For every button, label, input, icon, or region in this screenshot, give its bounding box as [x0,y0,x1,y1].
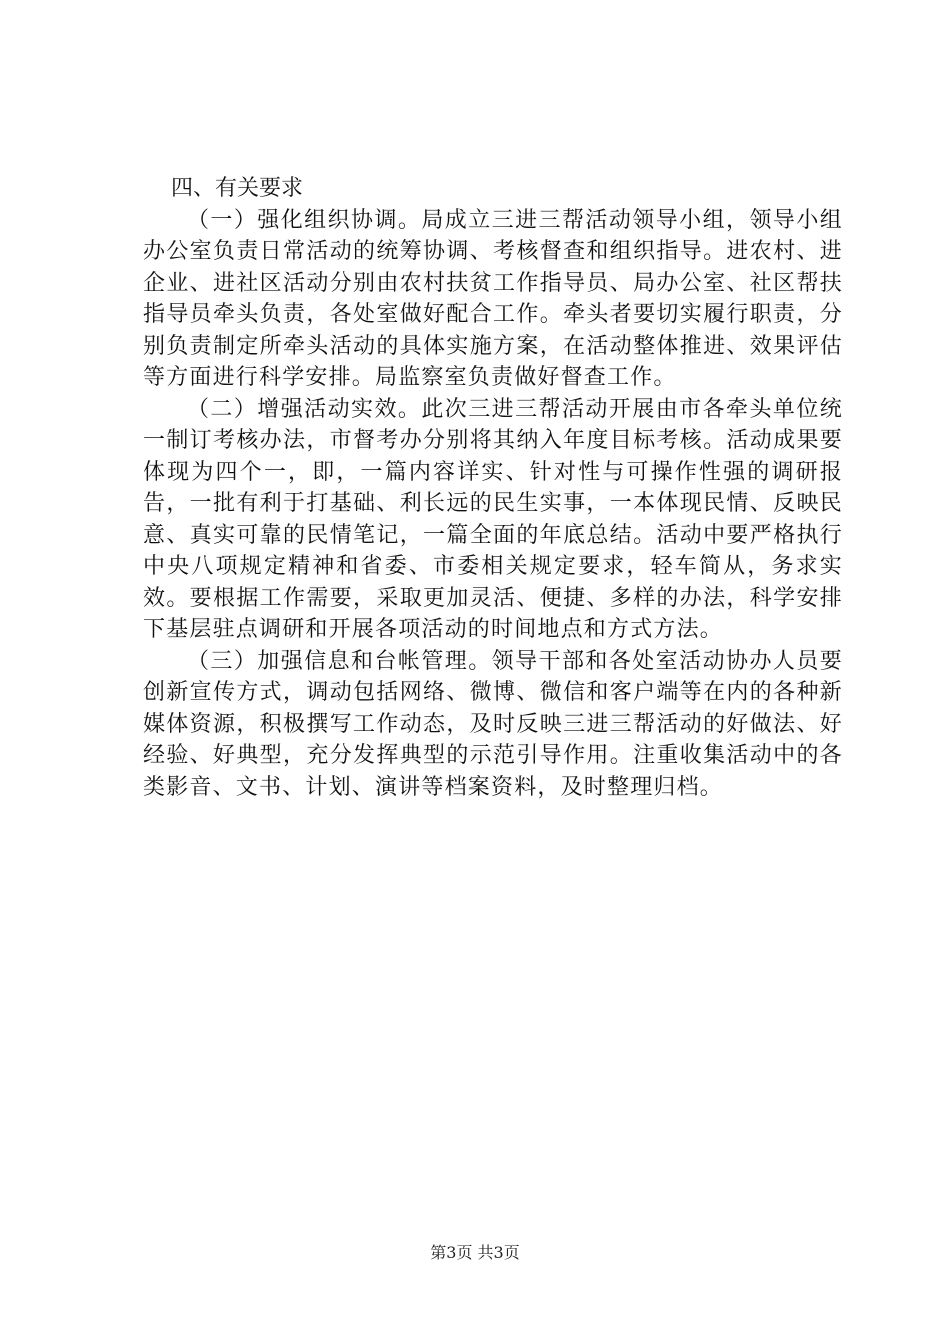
page-number-footer: 第3页 共3页 [430,1243,520,1262]
paragraph-effectiveness: （二）增强活动实效。此次三进三帮活动开展由市各牵头单位统一制订考核办法，市督考办分别将其纳入年度目标考核。活动成果要体现为四个一，即，一篇内容详实、针对性与可操作性强的调研报告，一批有利于打基础、利长远的民生实事，一本体现民情、反映民意、真实可靠的民情笔记，一篇全面的年底总结。活动中要严格执行中央八项规定精神和省委、市委相关规定要求，轻车简从，务求实效。要根据工作需要，采取更加灵活、便捷、多样的办法，科学安排下基层驻点调研和开展各项活动的时间地点和方式方法。 [143,396,843,642]
section-heading: 四、有关要求 [171,176,304,201]
paragraph-organization: （一）强化组织协调。局成立三进三帮活动领导小组，领导小组办公室负责日常活动的统筹协调、考核督查和组织指导。进农村、进企业、进社区活动分别由农村扶贫工作指导员、局办公室、社区帮扶指导员牵头负责，各处室做好配合工作。牵头者要切实履行职责，分别负责制定所牵头活动的具体实施方案，在活动整体推进、效果评估等方面进行科学安排。局监察室负责做好督查工作。 [143,207,843,390]
paragraph-information-management: （三）加强信息和台帐管理。领导干部和各处室活动协办人员要创新宣传方式，调动包括网络、微博、微信和客户端等在内的各种新媒体资源，积极撰写工作动态，及时反映三进三帮活动的好做法、好经验、好典型，充分发挥典型的示范引导作用。注重收集活动中的各类影音、文书、计划、演讲等档案资料，及时整理归档。 [143,648,843,800]
document-body [143,173,843,803]
